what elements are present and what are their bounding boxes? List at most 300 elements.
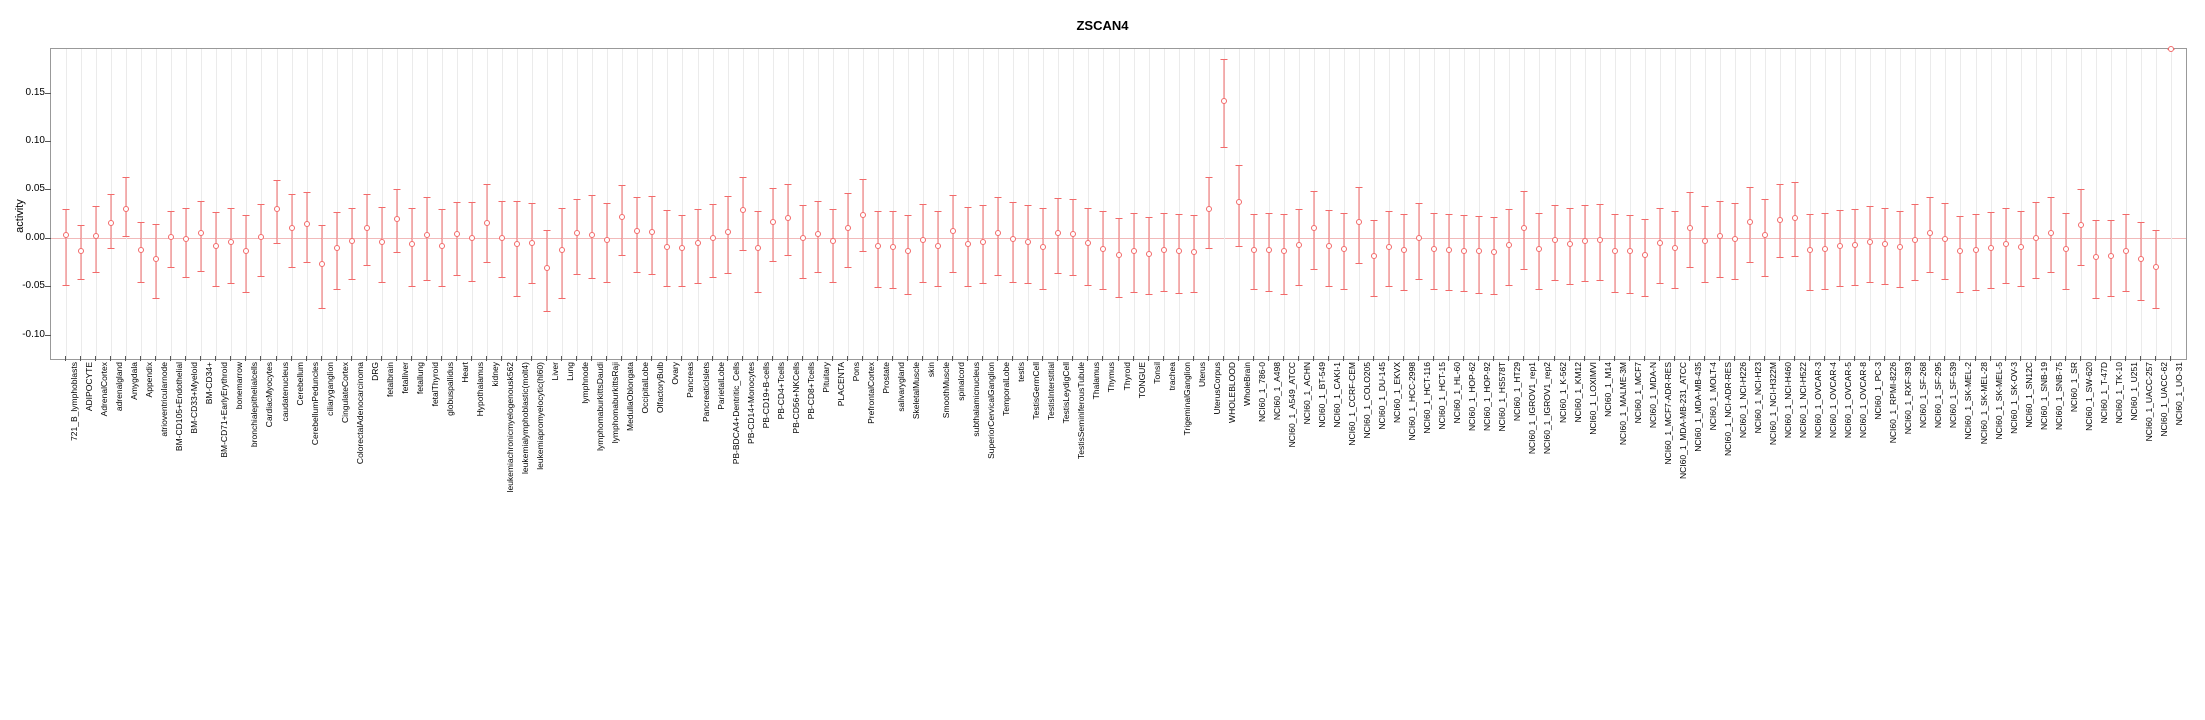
x-tick-mark bbox=[2020, 356, 2021, 361]
data-point-group bbox=[1819, 49, 1831, 359]
x-tick-label: fetalbrain bbox=[384, 362, 395, 397]
error-bar-cap-upper bbox=[739, 177, 746, 178]
x-tick-label: NCI60_1_UO-31 bbox=[2173, 362, 2184, 426]
data-point[interactable] bbox=[2048, 230, 2054, 236]
data-point[interactable] bbox=[2078, 222, 2084, 228]
data-point[interactable] bbox=[860, 212, 866, 218]
error-bar-cap-lower bbox=[1476, 293, 1483, 294]
data-point[interactable] bbox=[1912, 237, 1918, 243]
x-tick-label: NCI60_1_SNB-75 bbox=[2053, 362, 2064, 431]
x-tick-label: NCI60_1_TK-10 bbox=[2113, 362, 2124, 424]
data-point[interactable] bbox=[168, 234, 174, 240]
x-tick-mark bbox=[2005, 356, 2006, 361]
error-bar-cap-lower bbox=[1446, 290, 1453, 291]
error-bar-cap-upper bbox=[679, 215, 686, 216]
error-bar-cap-upper bbox=[1040, 208, 1047, 209]
x-tick-mark bbox=[1869, 356, 1870, 361]
x-tick-mark bbox=[1478, 356, 1479, 361]
x-tick-label: Uterus bbox=[1196, 362, 1207, 388]
data-point-group bbox=[1097, 49, 1109, 359]
x-tick-mark bbox=[1959, 356, 1960, 361]
data-point[interactable] bbox=[1536, 246, 1542, 252]
x-tick-mark bbox=[1358, 356, 1359, 361]
data-point[interactable] bbox=[559, 247, 565, 253]
x-tick-mark bbox=[1975, 356, 1976, 361]
x-tick-mark bbox=[1027, 356, 1028, 361]
data-point-group bbox=[1368, 49, 1380, 359]
data-point[interactable] bbox=[484, 220, 490, 226]
x-tick-mark bbox=[561, 356, 562, 361]
data-point-group bbox=[1143, 49, 1155, 359]
x-tick-label: ADIPOCYTE bbox=[84, 362, 95, 412]
data-point[interactable] bbox=[319, 261, 325, 267]
x-tick-mark bbox=[1508, 356, 1509, 361]
data-point[interactable] bbox=[710, 235, 716, 241]
data-point[interactable] bbox=[1988, 245, 1994, 251]
error-bar-cap-lower bbox=[739, 250, 746, 251]
x-tick-label: leukemiachronicmyelogenousk562 bbox=[505, 362, 516, 493]
x-tick-label: subthalamicnucleus bbox=[971, 362, 982, 437]
x-tick-mark bbox=[1674, 356, 1675, 361]
error-bar-cap-upper bbox=[995, 197, 1002, 198]
data-point[interactable] bbox=[409, 241, 415, 247]
data-point[interactable] bbox=[740, 207, 746, 213]
data-point[interactable] bbox=[770, 219, 776, 225]
x-tick-mark bbox=[1208, 356, 1209, 361]
error-bar-cap-lower bbox=[2077, 265, 2084, 266]
data-point[interactable] bbox=[364, 225, 370, 231]
error-bar-cap-lower bbox=[258, 276, 265, 277]
data-point[interactable] bbox=[1371, 253, 1377, 259]
data-point[interactable] bbox=[1311, 225, 1317, 231]
error-bar-cap-lower bbox=[2002, 283, 2009, 284]
error-bar-cap-lower bbox=[1341, 289, 1348, 290]
error-bar-cap-upper bbox=[258, 204, 265, 205]
data-point[interactable] bbox=[1882, 241, 1888, 247]
data-point[interactable] bbox=[1055, 230, 1061, 236]
data-point[interactable] bbox=[935, 243, 941, 249]
data-point[interactable] bbox=[1867, 239, 1873, 245]
data-point[interactable] bbox=[1476, 248, 1482, 254]
data-point-group bbox=[1022, 49, 1034, 359]
error-bar-cap-lower bbox=[1130, 292, 1137, 293]
x-tick-label: PLACENTA bbox=[835, 362, 846, 407]
data-point[interactable] bbox=[1732, 236, 1738, 242]
data-point[interactable] bbox=[228, 239, 234, 245]
error-bar-cap-upper bbox=[1837, 210, 1844, 211]
data-point[interactable] bbox=[1747, 219, 1753, 225]
data-point-group bbox=[1263, 49, 1275, 359]
data-point[interactable] bbox=[875, 243, 881, 249]
data-point-group bbox=[1383, 49, 1395, 359]
data-point[interactable] bbox=[1386, 244, 1392, 250]
data-point-group bbox=[2060, 49, 2072, 359]
error-bar-cap-lower bbox=[228, 283, 235, 284]
data-point[interactable] bbox=[830, 238, 836, 244]
error-bar-cap-lower bbox=[1701, 282, 1708, 283]
error-bar-cap-upper bbox=[1025, 205, 1032, 206]
data-point[interactable] bbox=[574, 230, 580, 236]
data-point[interactable] bbox=[1025, 239, 1031, 245]
data-point-group bbox=[496, 49, 508, 359]
data-point-group bbox=[1564, 49, 1576, 359]
x-tick-label: NCI60_1_SR bbox=[2068, 362, 2079, 413]
x-tick-mark bbox=[501, 356, 502, 361]
data-point-group bbox=[60, 49, 72, 359]
data-point[interactable] bbox=[1461, 248, 1467, 254]
x-tick-mark bbox=[2110, 356, 2111, 361]
data-point[interactable] bbox=[198, 230, 204, 236]
error-bar-cap-upper bbox=[1491, 217, 1498, 218]
data-point[interactable] bbox=[1326, 243, 1332, 249]
data-point[interactable] bbox=[93, 233, 99, 239]
error-bar bbox=[697, 209, 698, 284]
data-point[interactable] bbox=[1597, 237, 1603, 243]
data-point[interactable] bbox=[1897, 244, 1903, 250]
data-point[interactable] bbox=[123, 206, 129, 212]
x-tick-label: spinalcord bbox=[956, 362, 967, 401]
data-point[interactable] bbox=[1161, 247, 1167, 253]
data-point[interactable] bbox=[289, 225, 295, 231]
data-point[interactable] bbox=[1356, 219, 1362, 225]
data-point[interactable] bbox=[619, 214, 625, 220]
error-bar-cap-lower bbox=[1671, 288, 1678, 289]
data-point[interactable] bbox=[2108, 253, 2114, 259]
x-tick-mark bbox=[321, 356, 322, 361]
data-point-group bbox=[767, 49, 779, 359]
x-tick-mark bbox=[742, 356, 743, 361]
data-point[interactable] bbox=[349, 238, 355, 244]
data-point[interactable] bbox=[679, 245, 685, 251]
data-point[interactable] bbox=[2018, 244, 2024, 250]
x-tick-mark bbox=[1629, 356, 1630, 361]
data-point[interactable] bbox=[1206, 206, 1212, 212]
error-bar-cap-lower bbox=[844, 267, 851, 268]
data-point[interactable] bbox=[138, 247, 144, 253]
data-point[interactable] bbox=[1116, 252, 1122, 258]
error-bar-cap-lower bbox=[1596, 280, 1603, 281]
data-point[interactable] bbox=[800, 235, 806, 241]
error-bar-cap-lower bbox=[905, 294, 912, 295]
x-tick-label: NCI60_1_OVCAR-5 bbox=[1843, 362, 1854, 439]
error-bar-cap-upper bbox=[1762, 199, 1769, 200]
data-point-group bbox=[2000, 49, 2012, 359]
data-point[interactable] bbox=[1567, 241, 1573, 247]
data-point[interactable] bbox=[529, 240, 535, 246]
data-point[interactable] bbox=[649, 229, 655, 235]
data-point-group bbox=[1293, 49, 1305, 359]
data-point[interactable] bbox=[604, 237, 610, 243]
data-point-group bbox=[1849, 49, 1861, 359]
data-point[interactable] bbox=[890, 244, 896, 250]
x-tick-label: NCI60_1_MCF7 bbox=[1632, 362, 1643, 424]
error-bar-cap-lower bbox=[2047, 272, 2054, 273]
data-point-group bbox=[210, 49, 222, 359]
data-point[interactable] bbox=[725, 229, 731, 235]
data-point-group bbox=[692, 49, 704, 359]
error-bar-cap-upper bbox=[2122, 214, 2129, 215]
data-point[interactable] bbox=[1296, 242, 1302, 248]
x-tick-label: OlfactoryBulb bbox=[655, 362, 666, 414]
data-point[interactable] bbox=[980, 239, 986, 245]
x-tick-mark bbox=[1087, 356, 1088, 361]
data-point[interactable] bbox=[965, 241, 971, 247]
data-point-group bbox=[842, 49, 854, 359]
error-bar-cap-lower bbox=[1536, 289, 1543, 290]
error-bar-cap-upper bbox=[1927, 197, 1934, 198]
data-point[interactable] bbox=[1341, 246, 1347, 252]
x-tick-mark bbox=[1102, 356, 1103, 361]
data-point[interactable] bbox=[1552, 237, 1558, 243]
x-tick-label: PB-CD56+NKCells bbox=[790, 362, 801, 434]
data-point[interactable] bbox=[1281, 248, 1287, 254]
data-point[interactable] bbox=[334, 245, 340, 251]
error-bar-cap-lower bbox=[1641, 296, 1648, 297]
data-point[interactable] bbox=[1176, 248, 1182, 254]
error-bar-cap-upper bbox=[1190, 215, 1197, 216]
data-point[interactable] bbox=[1927, 230, 1933, 236]
data-point[interactable] bbox=[845, 225, 851, 231]
data-point[interactable] bbox=[1506, 242, 1512, 248]
x-tick-label: bonemarrow bbox=[234, 362, 245, 410]
error-bar bbox=[757, 211, 758, 292]
data-point[interactable] bbox=[469, 235, 475, 241]
data-point[interactable] bbox=[1822, 246, 1828, 252]
data-point[interactable] bbox=[424, 232, 430, 238]
error-bar-cap-lower bbox=[93, 272, 100, 273]
x-tick-label: TrigeminalGanglion bbox=[1181, 362, 1192, 436]
data-point[interactable] bbox=[1131, 248, 1137, 254]
data-point[interactable] bbox=[2153, 264, 2159, 270]
data-point[interactable] bbox=[905, 248, 911, 254]
x-tick-label: Prostate bbox=[880, 362, 891, 394]
error-bar-cap-lower bbox=[1220, 147, 1227, 148]
data-point[interactable] bbox=[544, 265, 550, 271]
data-point[interactable] bbox=[2003, 241, 2009, 247]
data-point[interactable] bbox=[1702, 238, 1708, 244]
x-tick-mark bbox=[1373, 356, 1374, 361]
x-tick-label: WholeBrain bbox=[1241, 362, 1252, 406]
data-point[interactable] bbox=[1236, 199, 1242, 205]
x-tick-mark bbox=[1689, 356, 1690, 361]
error-bar-cap-lower bbox=[1356, 263, 1363, 264]
error-bar-cap-upper bbox=[1295, 209, 1302, 210]
x-tick-label: Cerebellum bbox=[294, 362, 305, 406]
data-point[interactable] bbox=[1852, 242, 1858, 248]
data-point[interactable] bbox=[695, 240, 701, 246]
data-point[interactable] bbox=[1251, 247, 1257, 253]
data-point-group bbox=[195, 49, 207, 359]
data-point[interactable] bbox=[304, 221, 310, 227]
x-tick-label: NCI60_1_IGROV1_rep1 bbox=[1527, 362, 1538, 455]
x-tick-mark bbox=[1734, 356, 1735, 361]
x-tick-label: NCI60_1_OVCAR-8 bbox=[1858, 362, 1869, 439]
data-point-group bbox=[676, 49, 688, 359]
data-point[interactable] bbox=[755, 245, 761, 251]
data-point[interactable] bbox=[1446, 247, 1452, 253]
data-point[interactable] bbox=[213, 243, 219, 249]
error-bar-cap-upper bbox=[1822, 213, 1829, 214]
data-point[interactable] bbox=[589, 232, 595, 238]
data-point[interactable] bbox=[153, 256, 159, 262]
error-bar bbox=[802, 205, 803, 278]
data-point[interactable] bbox=[920, 237, 926, 243]
data-point[interactable] bbox=[514, 241, 520, 247]
data-point[interactable] bbox=[1807, 247, 1813, 253]
x-tick-label: NCI60_1_CCRF-CEM bbox=[1347, 362, 1358, 446]
error-bar-cap-upper bbox=[1356, 187, 1363, 188]
x-tick-label: NCI60_1_RPMI-8226 bbox=[1888, 362, 1899, 444]
error-bar-cap-upper bbox=[1987, 212, 1994, 213]
data-point[interactable] bbox=[634, 228, 640, 234]
x-tick-mark bbox=[681, 356, 682, 361]
data-point-group bbox=[2045, 49, 2057, 359]
error-bar-cap-lower bbox=[153, 298, 160, 299]
data-point-group bbox=[301, 49, 313, 359]
data-point[interactable] bbox=[1266, 247, 1272, 253]
data-point[interactable] bbox=[1431, 246, 1437, 252]
data-point[interactable] bbox=[1762, 232, 1768, 238]
error-bar-cap-lower bbox=[859, 251, 866, 252]
error-bar-cap-lower bbox=[348, 279, 355, 280]
error-bar-cap-lower bbox=[709, 277, 716, 278]
data-point[interactable] bbox=[815, 231, 821, 237]
data-point-group bbox=[376, 49, 388, 359]
data-point[interactable] bbox=[2123, 248, 2129, 254]
data-point[interactable] bbox=[1627, 248, 1633, 254]
error-bar bbox=[1238, 165, 1239, 245]
data-point[interactable] bbox=[950, 228, 956, 234]
data-point[interactable] bbox=[1010, 236, 1016, 242]
data-point-group bbox=[391, 49, 403, 359]
data-point[interactable] bbox=[439, 243, 445, 249]
data-point[interactable] bbox=[1792, 215, 1798, 221]
error-bar-cap-upper bbox=[649, 196, 656, 197]
error-bar bbox=[231, 208, 232, 284]
x-tick-mark bbox=[591, 356, 592, 361]
data-point[interactable] bbox=[2063, 246, 2069, 252]
data-point[interactable] bbox=[1657, 240, 1663, 246]
data-point[interactable] bbox=[78, 248, 84, 254]
data-point[interactable] bbox=[1837, 243, 1843, 249]
data-point[interactable] bbox=[1521, 225, 1527, 231]
data-point[interactable] bbox=[243, 248, 249, 254]
data-point[interactable] bbox=[1491, 249, 1497, 255]
data-point[interactable] bbox=[108, 220, 114, 226]
error-bar-cap-upper bbox=[664, 210, 671, 211]
data-point-group bbox=[722, 49, 734, 359]
error-bar-cap-upper bbox=[2137, 222, 2144, 223]
data-point[interactable] bbox=[1401, 247, 1407, 253]
error-bar-cap-upper bbox=[1175, 214, 1182, 215]
data-point[interactable] bbox=[1221, 98, 1227, 104]
error-bar-cap-upper bbox=[1130, 213, 1137, 214]
data-point[interactable] bbox=[1957, 248, 1963, 254]
data-point-group bbox=[1579, 49, 1591, 359]
x-tick-mark bbox=[245, 356, 246, 361]
data-point[interactable] bbox=[274, 206, 280, 212]
plot-area bbox=[22, 48, 2187, 360]
x-tick-mark bbox=[1148, 356, 1149, 361]
x-tick-label: Amygdala bbox=[129, 362, 140, 400]
error-bar-cap-upper bbox=[153, 224, 160, 225]
y-tick-label: 0.10 bbox=[25, 135, 45, 147]
data-point-group bbox=[271, 49, 283, 359]
x-tick-mark bbox=[2035, 356, 2036, 361]
x-tick-mark bbox=[817, 356, 818, 361]
data-point[interactable] bbox=[1146, 251, 1152, 257]
error-bar-cap-upper bbox=[348, 208, 355, 209]
data-point-group bbox=[1278, 49, 1290, 359]
data-point[interactable] bbox=[1100, 246, 1106, 252]
error-bar-cap-upper bbox=[1386, 211, 1393, 212]
error-bar-cap-lower bbox=[168, 267, 175, 268]
data-point[interactable] bbox=[1085, 240, 1091, 246]
data-point[interactable] bbox=[379, 239, 385, 245]
error-bar-cap-upper bbox=[1416, 203, 1423, 204]
data-point[interactable] bbox=[1191, 249, 1197, 255]
data-point[interactable] bbox=[1416, 235, 1422, 241]
x-tick-mark bbox=[1118, 356, 1119, 361]
data-point[interactable] bbox=[499, 235, 505, 241]
data-point[interactable] bbox=[183, 236, 189, 242]
data-point[interactable] bbox=[1973, 247, 1979, 253]
data-point[interactable] bbox=[785, 215, 791, 221]
data-point[interactable] bbox=[1687, 225, 1693, 231]
error-bar-cap-upper bbox=[724, 196, 731, 197]
x-tick-label: CardiacMyocytes bbox=[264, 362, 275, 428]
x-tick-label: atrioventricularnode bbox=[159, 362, 170, 437]
data-point-group bbox=[1488, 49, 1500, 359]
x-tick-mark bbox=[2155, 356, 2156, 361]
error-bar-cap-lower bbox=[950, 272, 957, 273]
data-point[interactable] bbox=[2138, 256, 2144, 262]
error-bar-cap-lower bbox=[1310, 269, 1317, 270]
data-point[interactable] bbox=[1777, 217, 1783, 223]
error-bar-cap-upper bbox=[273, 180, 280, 181]
data-point[interactable] bbox=[1672, 245, 1678, 251]
data-point[interactable] bbox=[1040, 244, 1046, 250]
error-bar-cap-lower bbox=[1070, 275, 1077, 276]
error-bar-cap-lower bbox=[1100, 289, 1107, 290]
x-tick-mark bbox=[997, 356, 998, 361]
x-tick-label: ParietalLobe bbox=[715, 362, 726, 410]
data-point[interactable] bbox=[394, 216, 400, 222]
data-point[interactable] bbox=[1612, 248, 1618, 254]
error-bar-cap-lower bbox=[1521, 269, 1528, 270]
data-point[interactable] bbox=[2168, 46, 2174, 52]
data-point[interactable] bbox=[1070, 231, 1076, 237]
x-tick-label: PancreaticIslets bbox=[700, 362, 711, 422]
data-point[interactable] bbox=[995, 230, 1001, 236]
data-point[interactable] bbox=[664, 244, 670, 250]
x-tick-label: NCI60_1_NCI-ADR-RES bbox=[1722, 362, 1733, 456]
data-point[interactable] bbox=[63, 232, 69, 238]
data-point[interactable] bbox=[1582, 238, 1588, 244]
data-point[interactable] bbox=[1717, 233, 1723, 239]
data-point[interactable] bbox=[454, 231, 460, 237]
error-bar-cap-upper bbox=[1070, 199, 1077, 200]
data-point[interactable] bbox=[2033, 235, 2039, 241]
data-point[interactable] bbox=[2093, 254, 2099, 260]
x-tick-label: Tonsil bbox=[1151, 362, 1162, 384]
data-point[interactable] bbox=[1942, 236, 1948, 242]
data-point[interactable] bbox=[1642, 252, 1648, 258]
data-point[interactable] bbox=[258, 234, 264, 240]
error-bar-cap-lower bbox=[529, 283, 536, 284]
error-bar-cap-upper bbox=[574, 199, 581, 200]
error-bar-cap-upper bbox=[1942, 203, 1949, 204]
